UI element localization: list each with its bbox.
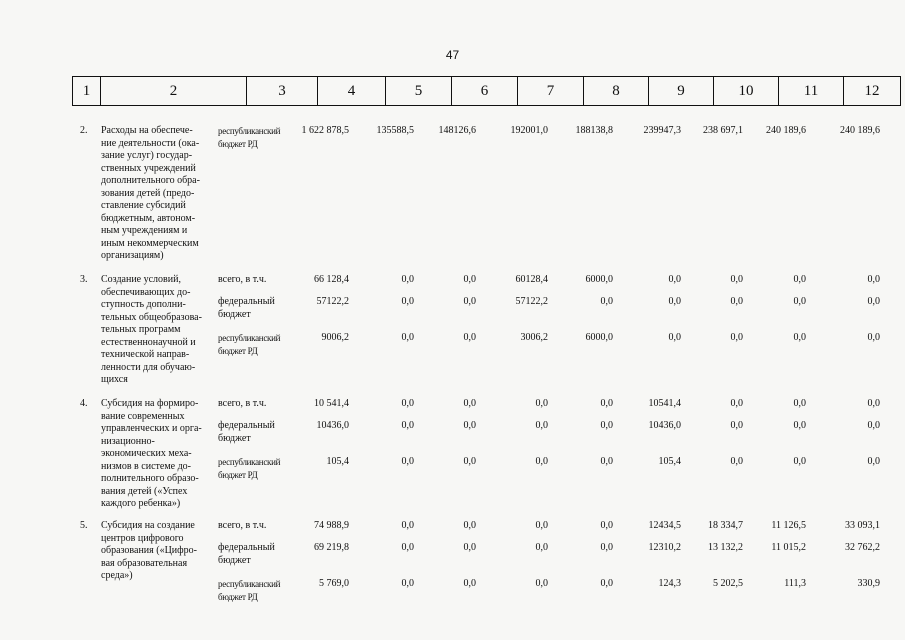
header-cell: 9 <box>649 77 714 106</box>
value-cell: 57122,2 <box>515 296 548 307</box>
row-number: 3. <box>80 274 88 285</box>
value-cell: 0,0 <box>793 456 806 467</box>
value-cell: 0,0 <box>730 296 743 307</box>
value-cell: 0,0 <box>600 398 613 409</box>
funding-source: федеральный бюджет <box>218 420 275 444</box>
row-number: 4. <box>80 398 88 409</box>
value-cell: 0,0 <box>463 578 476 589</box>
header-cell: 3 <box>247 77 318 106</box>
value-cell: 0,0 <box>668 332 681 343</box>
value-cell: 0,0 <box>401 274 414 285</box>
row-description: Субсидия на формиро- вание современных управленческих и орга- низационно- экономических меха- низмов в системе до- полнительного образо- вания детей («Успех каждого ребенка») <box>101 398 202 509</box>
value-cell: 0,0 <box>463 332 476 343</box>
header-cell: 2 <box>101 77 247 106</box>
funding-source: республиканский бюджет РД <box>218 457 281 480</box>
value-cell: 0,0 <box>535 520 548 531</box>
value-cell: 18 334,7 <box>708 520 743 531</box>
value-cell: 240 189,6 <box>840 125 880 136</box>
funding-source: всего, в т.ч. <box>218 398 267 409</box>
value-cell: 10436,0 <box>648 420 681 431</box>
value-cell: 148126,6 <box>438 125 476 136</box>
value-cell: 0,0 <box>600 456 613 467</box>
value-cell: 0,0 <box>401 542 414 553</box>
value-cell: 0,0 <box>463 542 476 553</box>
value-cell: 10541,4 <box>648 398 681 409</box>
value-cell: 239947,3 <box>643 125 681 136</box>
header-cell: 6 <box>452 77 518 106</box>
value-cell: 0,0 <box>730 274 743 285</box>
value-cell: 111,3 <box>784 578 806 589</box>
value-cell: 330,9 <box>857 578 880 589</box>
value-cell: 0,0 <box>401 520 414 531</box>
value-cell: 69 219,8 <box>314 542 349 553</box>
value-cell: 240 189,6 <box>766 125 806 136</box>
funding-source: республиканский бюджет РД <box>218 579 281 602</box>
value-cell: 12434,5 <box>648 520 681 531</box>
value-cell: 105,4 <box>658 456 681 467</box>
value-cell: 74 988,9 <box>314 520 349 531</box>
value-cell: 0,0 <box>867 398 880 409</box>
value-cell: 12310,2 <box>648 542 681 553</box>
value-cell: 0,0 <box>793 274 806 285</box>
value-cell: 1 622 878,5 <box>301 125 349 136</box>
value-cell: 9006,2 <box>321 332 349 343</box>
value-cell: 0,0 <box>463 520 476 531</box>
value-cell: 0,0 <box>793 332 806 343</box>
row-number: 5. <box>80 520 88 531</box>
value-cell: 0,0 <box>535 420 548 431</box>
value-cell: 0,0 <box>730 332 743 343</box>
value-cell: 0,0 <box>535 578 548 589</box>
value-cell: 0,0 <box>730 456 743 467</box>
value-cell: 60128,4 <box>515 274 548 285</box>
header-cell: 8 <box>584 77 649 106</box>
value-cell: 0,0 <box>535 398 548 409</box>
value-cell: 0,0 <box>867 332 880 343</box>
value-cell: 0,0 <box>463 398 476 409</box>
value-cell: 238 697,1 <box>703 125 743 136</box>
funding-source: республиканский бюджет РД <box>218 333 281 356</box>
funding-source: всего, в т.ч. <box>218 274 267 285</box>
row-number: 2. <box>80 125 88 136</box>
value-cell: 0,0 <box>535 456 548 467</box>
header-cell: 5 <box>386 77 452 106</box>
value-cell: 10 541,4 <box>314 398 349 409</box>
value-cell: 0,0 <box>793 398 806 409</box>
value-cell: 0,0 <box>600 420 613 431</box>
value-cell: 0,0 <box>730 398 743 409</box>
value-cell: 0,0 <box>793 296 806 307</box>
value-cell: 0,0 <box>867 456 880 467</box>
value-cell: 57122,2 <box>316 296 349 307</box>
value-cell: 10436,0 <box>316 420 349 431</box>
value-cell: 0,0 <box>600 296 613 307</box>
value-cell: 0,0 <box>600 578 613 589</box>
value-cell: 188138,8 <box>575 125 613 136</box>
row-description: Расходы на обеспече- ние деятельности (ока- зание услуг) государ- ственных учреждений дополнительного обра- зования детей (предо- ставление субсидий бюджетным, автоном- ным учреждениям и иным некоммерческим организациям) <box>101 125 200 261</box>
value-cell: 0,0 <box>793 420 806 431</box>
value-cell: 0,0 <box>600 542 613 553</box>
header-cell: 10 <box>714 77 779 106</box>
value-cell: 0,0 <box>401 332 414 343</box>
value-cell: 0,0 <box>401 296 414 307</box>
value-cell: 13 132,2 <box>708 542 743 553</box>
value-cell: 0,0 <box>401 420 414 431</box>
header-cell: 11 <box>779 77 844 106</box>
value-cell: 0,0 <box>867 296 880 307</box>
funding-source: федеральный бюджет <box>218 542 275 566</box>
row-description: Создание условий, обеспечивающих до- ступность дополни- тельных общеобразова- тельных программ естественнонаучной и технической направ- ленности для обучаю- щихся <box>101 274 202 385</box>
value-cell: 3006,2 <box>520 332 548 343</box>
value-cell: 11 126,5 <box>771 520 806 531</box>
funding-source: федеральный бюджет <box>218 296 275 320</box>
value-cell: 0,0 <box>668 296 681 307</box>
value-cell: 6000,0 <box>585 332 613 343</box>
value-cell: 135588,5 <box>376 125 414 136</box>
funding-source: всего, в т.ч. <box>218 520 267 531</box>
row-description: Субсидия на создание центров цифрового образования («Цифро- вая образовательная среда») <box>101 520 197 581</box>
value-cell: 0,0 <box>463 456 476 467</box>
value-cell: 5 769,0 <box>319 578 349 589</box>
value-cell: 0,0 <box>401 398 414 409</box>
funding-source: республиканский бюджет РД <box>218 126 281 149</box>
value-cell: 6000,0 <box>585 274 613 285</box>
value-cell: 192001,0 <box>510 125 548 136</box>
value-cell: 0,0 <box>867 274 880 285</box>
value-cell: 66 128,4 <box>314 274 349 285</box>
value-cell: 0,0 <box>730 420 743 431</box>
header-cell: 4 <box>318 77 386 106</box>
value-cell: 0,0 <box>463 296 476 307</box>
value-cell: 32 762,2 <box>845 542 880 553</box>
value-cell: 0,0 <box>867 420 880 431</box>
value-cell: 0,0 <box>401 456 414 467</box>
header-cell: 1 <box>73 77 101 106</box>
value-cell: 0,0 <box>668 274 681 285</box>
value-cell: 0,0 <box>401 578 414 589</box>
value-cell: 11 015,2 <box>771 542 806 553</box>
value-cell: 0,0 <box>535 542 548 553</box>
value-cell: 5 202,5 <box>713 578 743 589</box>
value-cell: 0,0 <box>463 274 476 285</box>
header-cell: 7 <box>518 77 584 106</box>
value-cell: 105,4 <box>326 456 349 467</box>
header-cell: 12 <box>844 77 901 106</box>
value-cell: 0,0 <box>463 420 476 431</box>
value-cell: 0,0 <box>600 520 613 531</box>
value-cell: 124,3 <box>658 578 681 589</box>
page-number: 47 <box>445 48 460 62</box>
value-cell: 33 093,1 <box>845 520 880 531</box>
